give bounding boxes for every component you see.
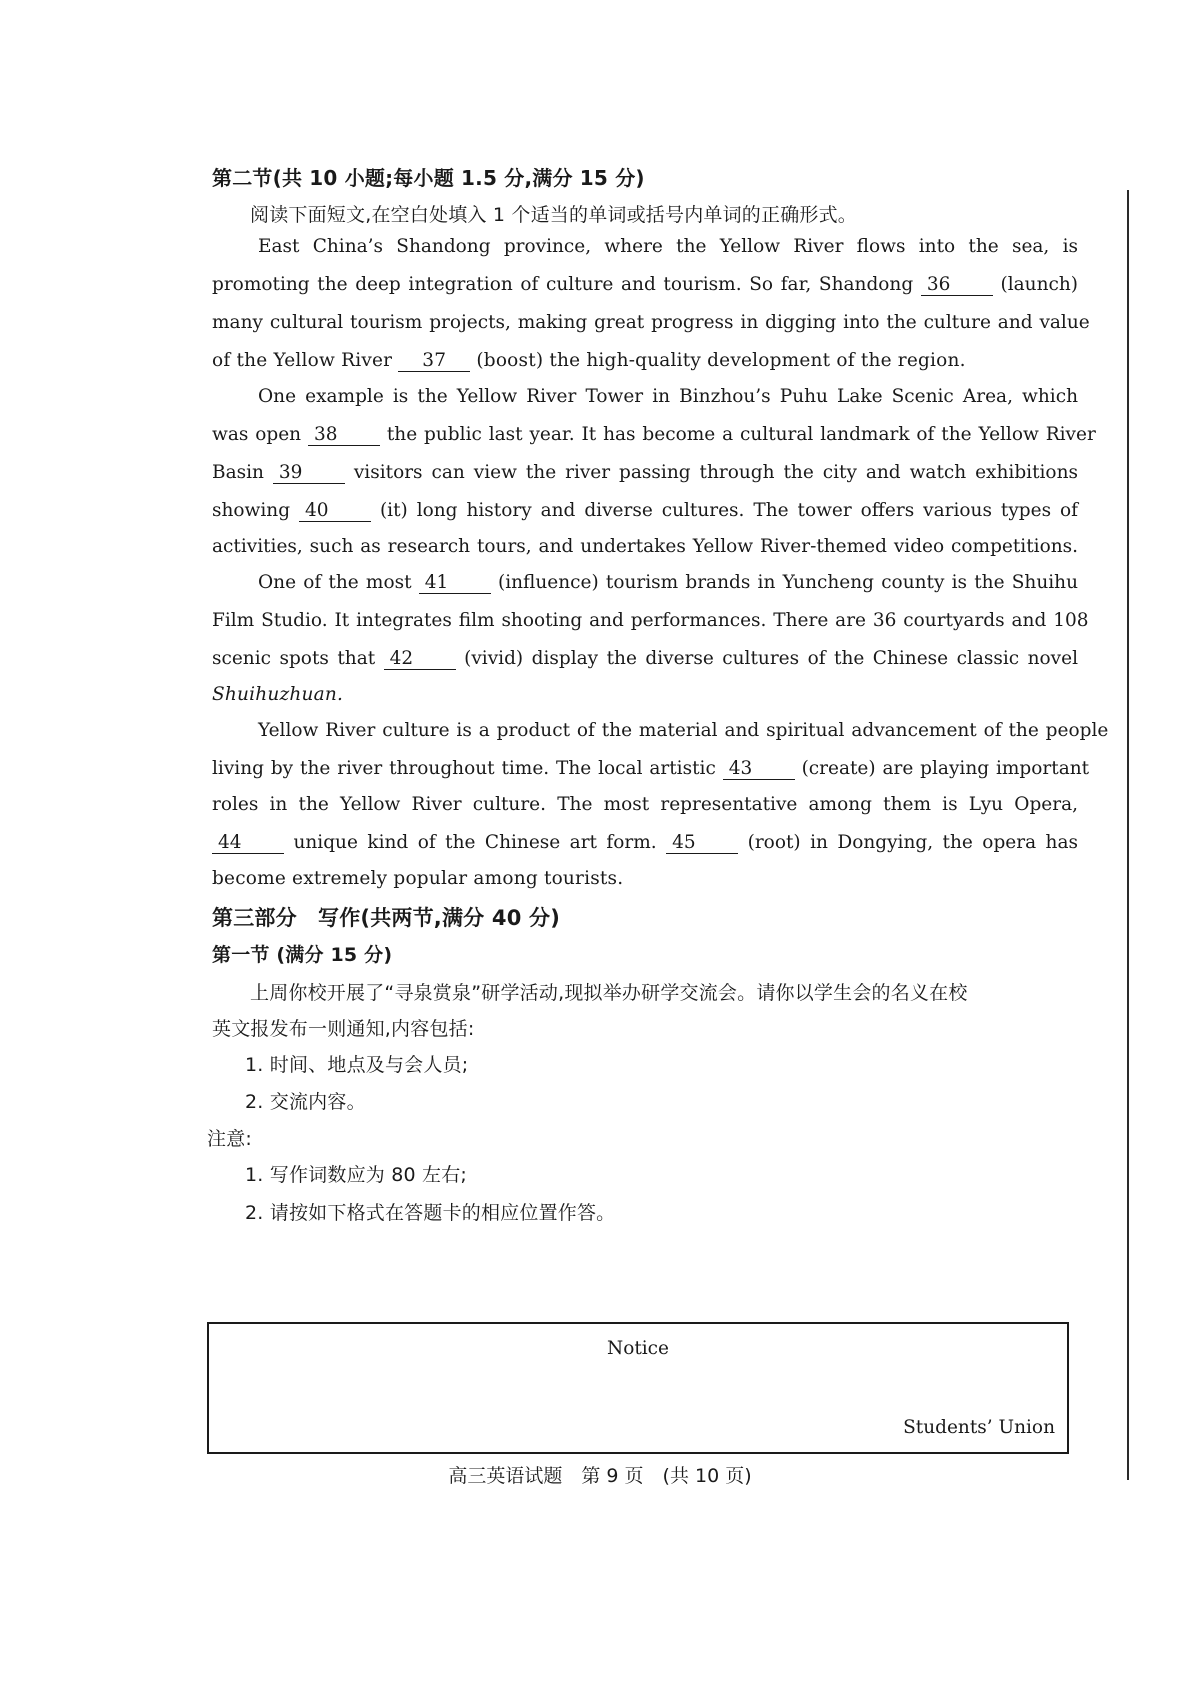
p4-line2: living by the river throughout time. The local artistic 43 (create) are playing important [212,758,1090,779]
p3-line3: scenic spots that 42 (vivid) display the diverse cultures of the Chinese classic novel [212,648,1078,669]
p3-line4-novel-title: Shuihuzhuan. [212,684,344,705]
blank-43[interactable]: 43 [723,758,795,780]
task-item1: 1. 时间、地点及与会人员; [245,1054,469,1076]
blank-36[interactable]: 36 [921,274,993,296]
blank-37[interactable]: 37 [398,350,470,372]
part3-section1: 第一节 (满分 15 分) [212,944,393,966]
blank-40[interactable]: 40 [299,500,371,522]
p2-line1: One example is the Yellow River Tower in Binzhou’s Puhu Lake Scenic Area, which [258,386,1078,407]
p4-line4: 44 unique kind of the Chinese art form. 45 (root) in Dongying, the opera has [212,832,1078,854]
part3-heading: 第三部分 写作(共两节,满分 40 分) [212,906,561,930]
p4-line5: become extremely popular among tourists. [212,868,624,889]
section2-heading: 第二节(共 10 小题;每小题 1.5 分,满分 15 分) [212,166,645,190]
p4-line1: Yellow River culture is a product of the material and spiritual advancement of the people [258,720,1109,741]
section2-instruction: 阅读下面短文,在空白处填入 1 个适当的单词或括号内单词的正确形式。 [250,204,858,226]
p3-line2: Film Studio. It integrates film shooting and performances. There are 36 courtyards and 108 [212,610,1089,631]
note-label: 注意: [207,1128,253,1150]
p2-line5: activities, such as research tours, and undertakes Yellow River-themed video competitions. [212,536,1078,557]
answer-format-box [207,1322,1069,1454]
blank-44[interactable]: 44 [212,832,284,854]
p1-line3: many cultural tourism projects, making great progress in digging into the culture and value [212,312,1090,333]
notice-title: Notice [607,1338,669,1359]
p1-line1: East China’s Shandong province, where the Yellow River flows into the sea, is [258,236,1078,257]
task-item2: 2. 交流内容。 [245,1091,366,1113]
blank-39[interactable]: 39 [273,462,345,484]
margin-rule [1127,190,1129,1480]
page-footer: 高三英语试题 第 9 页 (共 10 页) [448,1465,752,1487]
blank-45[interactable]: 45 [666,832,738,854]
blank-38[interactable]: 38 [308,424,380,446]
notice-signature: Students’ Union [903,1417,1055,1438]
p4-line3: roles in the Yellow River culture. The most representative among them is Lyu Opera, [212,794,1078,815]
p2-line2: was open 38 the public last year. It has become a cultural landmark of the Yellow River [212,424,1096,445]
task-line2: 英文报发布一则通知,内容包括: [212,1018,475,1040]
blank-41[interactable]: 41 [419,572,491,594]
p2-line3: Basin 39 visitors can view the river passing through the city and watch exhibitions [212,462,1078,483]
p1-line2: promoting the deep integration of culture and tourism. So far, Shandong 36 (launch) [212,274,1078,295]
task-line1: 上周你校开展了“寻泉赏泉”研学活动,现拟举办研学交流会。请你以学生会的名义在校 [250,982,968,1004]
p1-line4: of the Yellow River 37 (boost) the high-quality development of the region. [212,350,966,371]
note-item1: 1. 写作词数应为 80 左右; [245,1164,468,1186]
p3-line1: One of the most 41 (influence) tourism brands in Yuncheng county is the Shuihu [258,572,1078,593]
note-item2: 2. 请按如下格式在答题卡的相应位置作答。 [245,1202,616,1224]
p2-line4: showing 40 (it) long history and diverse cultures. The tower offers various types of [212,500,1078,521]
blank-42[interactable]: 42 [384,648,456,670]
